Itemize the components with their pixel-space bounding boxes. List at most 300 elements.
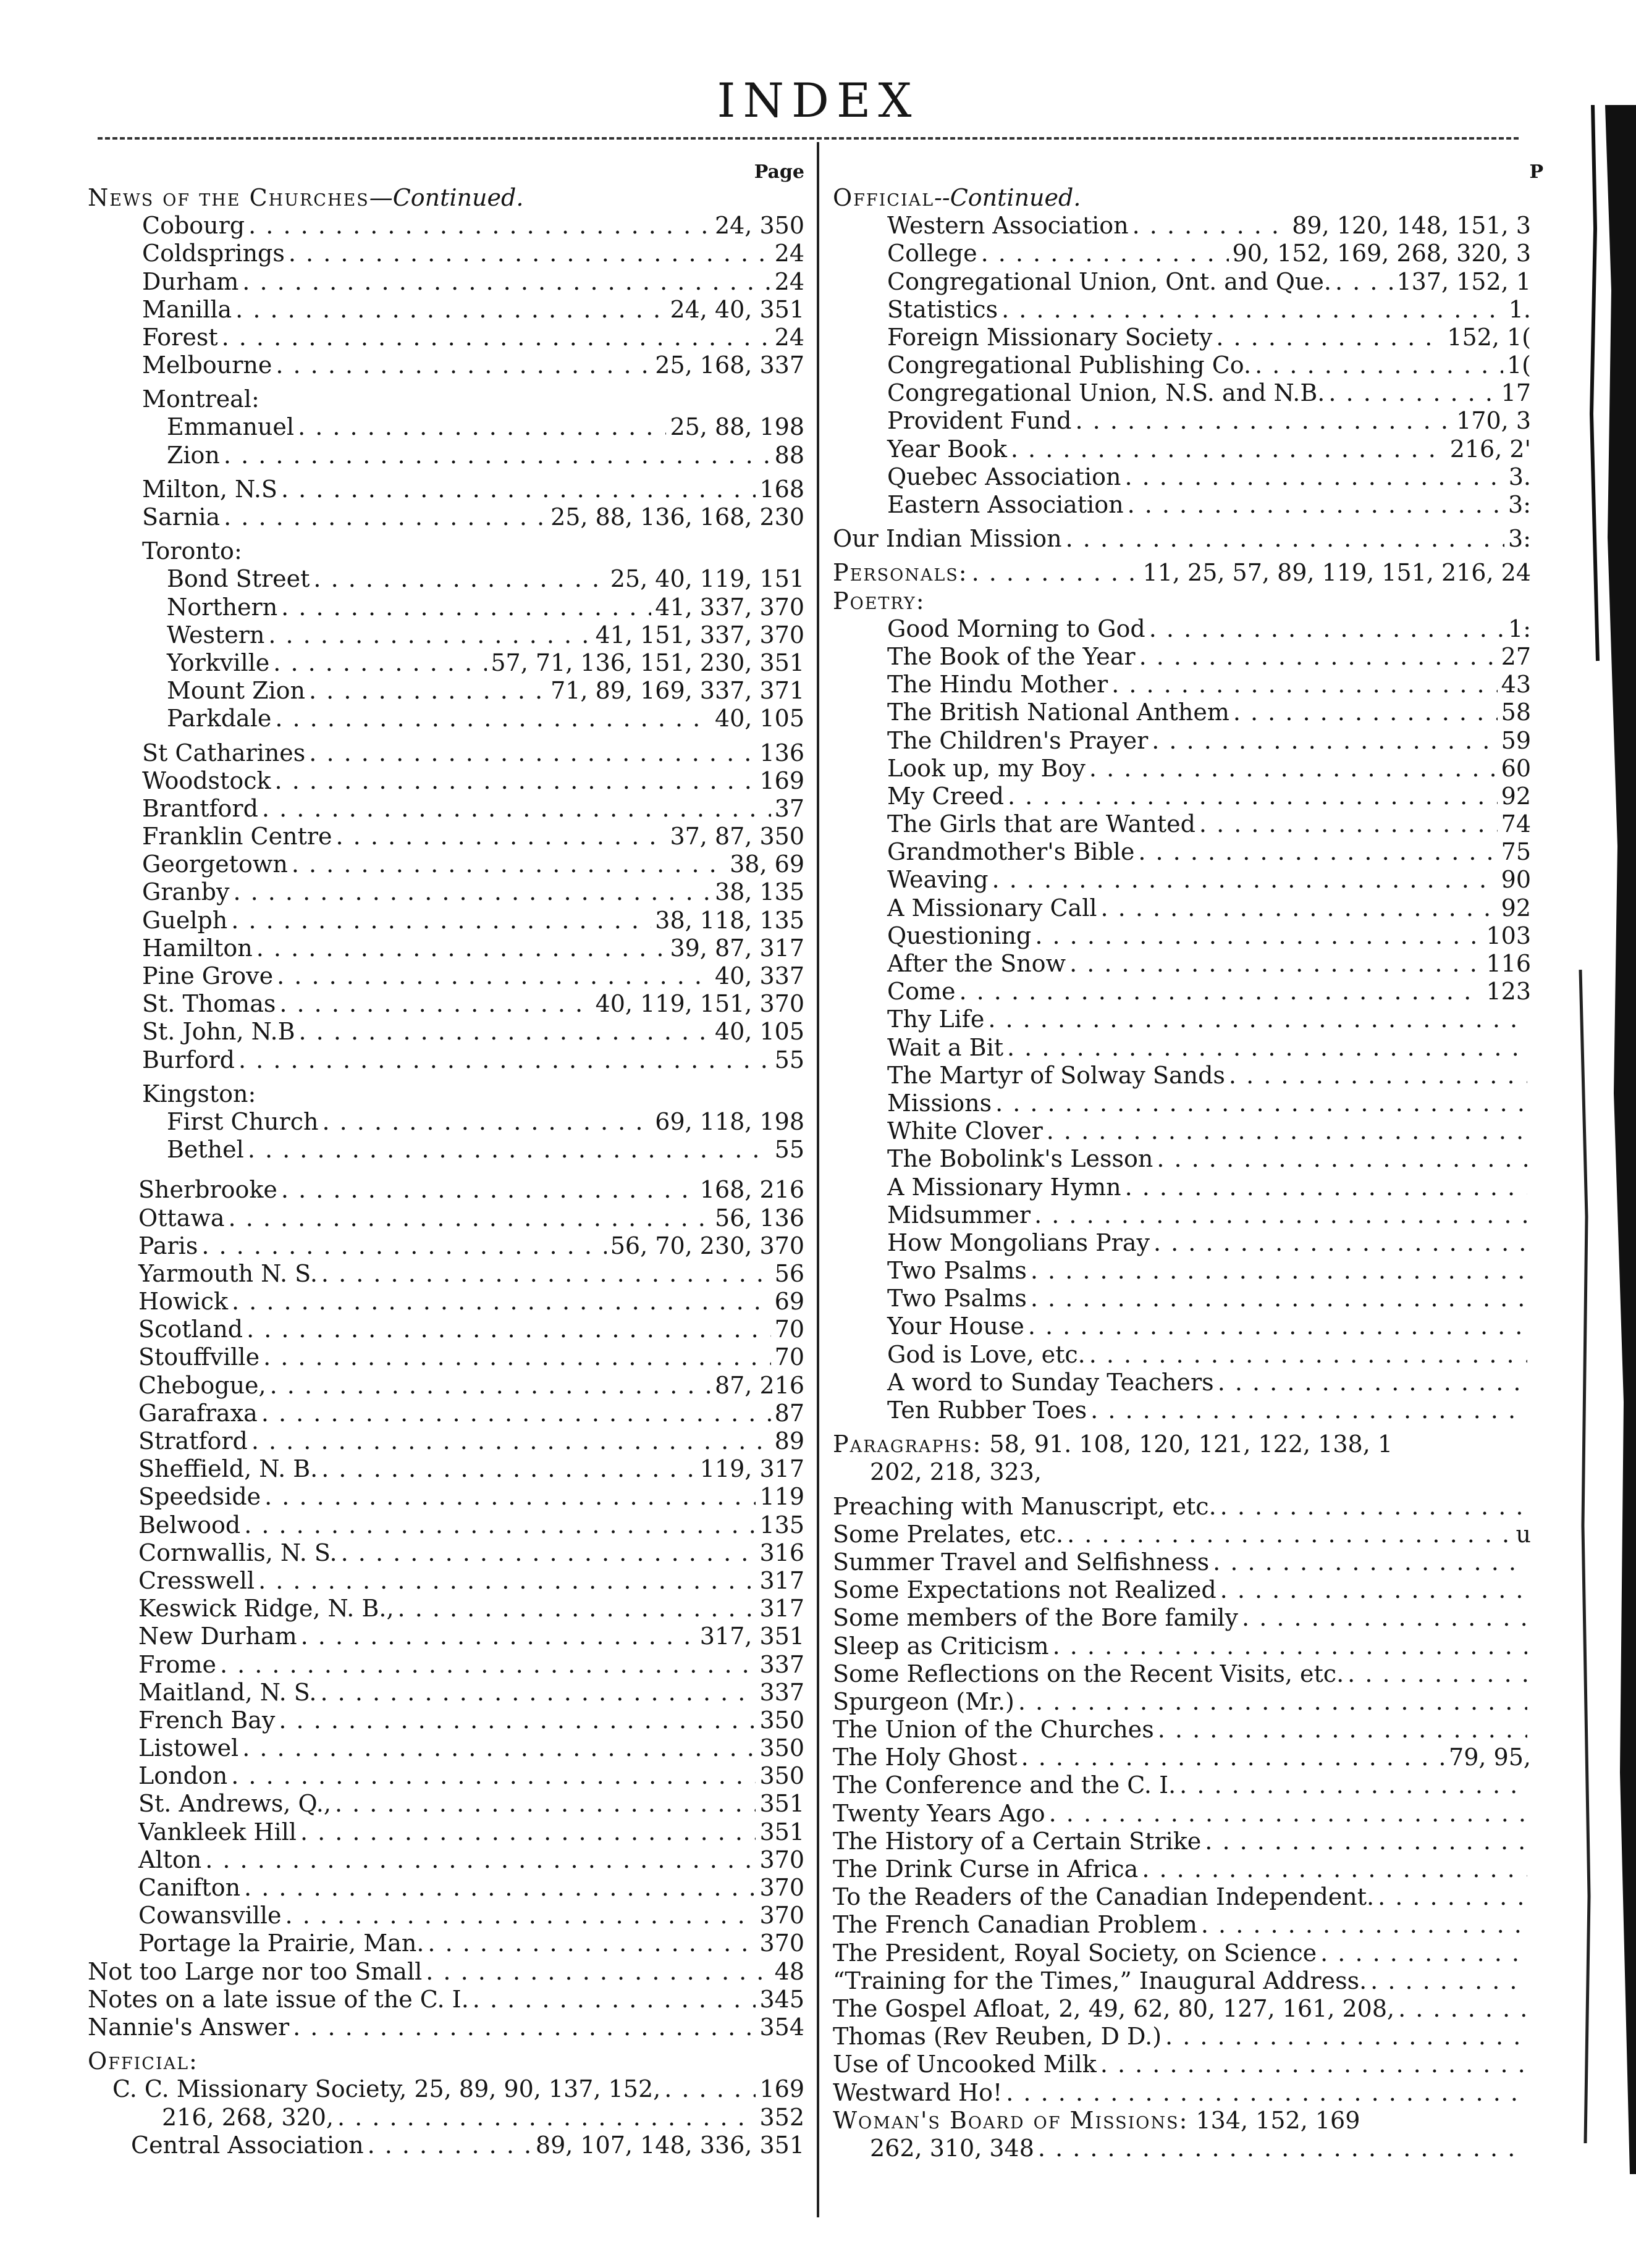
- entry-title: Two Psalms: [887, 1257, 1027, 1285]
- entry-title: Frome: [138, 1650, 216, 1678]
- entry-title: Cresswell: [138, 1567, 255, 1594]
- left-column: [88, 161, 804, 2159]
- leader-dots: [1201, 1911, 1527, 1939]
- index-entry: [833, 1145, 1531, 1173]
- entry-title: Cobourg: [142, 212, 245, 240]
- spacer: [833, 519, 1531, 525]
- index-entry: [88, 476, 804, 503]
- index-entry: [833, 727, 1531, 755]
- leader-dots: [1031, 1257, 1527, 1285]
- leader-dots: [1157, 1145, 1527, 1173]
- leader-dots: [301, 1623, 696, 1650]
- leader-dots: [256, 934, 667, 962]
- index-entry: [833, 463, 1531, 491]
- section-heading-official: Official:: [88, 2048, 198, 2075]
- entry-title: The President, Royal Society, on Science: [833, 1939, 1317, 1967]
- entry-title: Weaving: [887, 866, 989, 894]
- entry-pages: 1(: [1506, 351, 1531, 379]
- index-entry: [833, 2051, 1531, 2078]
- entry-title: The Girls that are Wanted: [887, 810, 1195, 838]
- entry-title: Georgetown: [142, 850, 288, 878]
- entry-title: Zion: [167, 441, 220, 469]
- leader-dots: [229, 1204, 711, 1232]
- leader-dots: [1216, 324, 1443, 351]
- index-entry: [88, 1136, 804, 1164]
- leader-dots: [1199, 810, 1498, 838]
- index-entry: [88, 414, 804, 442]
- leader-dots: [222, 324, 771, 351]
- entry-pages: 24: [774, 323, 804, 351]
- leader-dots: [336, 823, 667, 850]
- index-entry: [833, 324, 1531, 351]
- entry-title: Wait a Bit: [887, 1033, 1003, 1061]
- leader-dots: [1347, 1660, 1527, 1688]
- index-entry: [88, 1260, 804, 1288]
- entry-pages: 134, 152, 169: [1195, 2106, 1360, 2134]
- leader-dots: [281, 476, 756, 503]
- section-name: Paragraphs:: [833, 1430, 982, 1458]
- entry-title: Sheffield, N. B.: [138, 1455, 318, 1483]
- leader-dots: [1090, 1396, 1527, 1424]
- index-entry: [88, 1567, 804, 1595]
- entry-pages: 40, 105: [714, 1018, 804, 1046]
- entry-pages: 24: [774, 267, 804, 295]
- index-entry: [88, 503, 804, 531]
- index-entry: [88, 442, 804, 469]
- entry-title: Statistics: [887, 295, 998, 323]
- entry-title: Congregational Publishing Co.: [887, 351, 1252, 379]
- entry-title: The Union of the Churches: [833, 1716, 1154, 1744]
- entry-pages: 27: [1501, 643, 1531, 670]
- index-entry: [88, 621, 804, 649]
- entry-pages: 55: [774, 1136, 804, 1164]
- leader-dots: [988, 1006, 1527, 1033]
- leader-dots: [1067, 1521, 1512, 1548]
- entry-title: First Church: [167, 1108, 319, 1135]
- womans-board-entry: [833, 2107, 1531, 2135]
- womans-board-continuation: [833, 2135, 1531, 2162]
- index-entry: [833, 1548, 1531, 1576]
- torn-page-edge: [1568, 105, 1636, 2174]
- entry-pages: 11, 25, 57, 89, 119, 151, 216, 24: [1142, 559, 1531, 587]
- entry-pages: 103: [1486, 922, 1531, 949]
- entry-pages: 40, 119, 151, 370: [595, 990, 804, 1018]
- entry-title: My Creed: [887, 782, 1004, 810]
- leader-dots: [1138, 838, 1497, 866]
- index-entry: [88, 1623, 804, 1650]
- entry-pages: 119: [759, 1483, 804, 1511]
- leader-dots: [1142, 1855, 1527, 1883]
- entry-title: Ottawa: [138, 1204, 225, 1232]
- entry-pages: 24, 350: [714, 212, 804, 240]
- entry-pages: 137, 152, 1: [1396, 267, 1531, 295]
- index-entry: [88, 1539, 804, 1567]
- entry-title: Questioning: [887, 922, 1032, 949]
- entry-title: London: [138, 1762, 228, 1790]
- index-entry: [88, 879, 804, 907]
- entry-title: White Clover: [887, 1117, 1043, 1145]
- leader-dots: [1031, 1285, 1527, 1312]
- personals-entry: [833, 559, 1531, 587]
- index-entry: [88, 594, 804, 621]
- index-entry: [833, 671, 1531, 699]
- entry-pages: 41, 337, 370: [655, 593, 804, 621]
- section-heading-poetry: Poetry:: [833, 587, 926, 615]
- entry-title: Year Book: [887, 435, 1007, 463]
- entry-pages: 168: [759, 475, 804, 503]
- leader-dots: [224, 442, 771, 469]
- subheading-kingston: Kingston:: [142, 1080, 256, 1107]
- index-entry: [833, 978, 1531, 1006]
- index-entry: [833, 240, 1531, 267]
- leader-dots: [1149, 615, 1504, 643]
- index-entry: [833, 1939, 1531, 1967]
- leader-dots: [247, 1316, 771, 1343]
- entry-pages: 1.: [1508, 295, 1531, 323]
- index-entry: [833, 1201, 1531, 1229]
- leader-dots: [322, 1108, 651, 1136]
- index-entry: [88, 739, 804, 767]
- entry-pages: 37: [774, 794, 804, 822]
- column-divider: [817, 142, 819, 2217]
- entry-pages: 89, 120, 148, 151, 3: [1292, 212, 1531, 240]
- leader-dots: [1008, 783, 1498, 810]
- index-entry: [88, 1400, 804, 1427]
- index-entry: [833, 699, 1531, 726]
- entry-pages: 37, 87, 350: [670, 823, 804, 850]
- subheading-toronto: Toronto:: [142, 537, 242, 565]
- leader-dots: [1066, 525, 1504, 553]
- leader-dots: [426, 1958, 770, 1986]
- entry-pages: 56, 136: [714, 1204, 804, 1232]
- leader-dots: [238, 1046, 771, 1074]
- entry-title: The Drink Curse in Africa: [833, 1855, 1139, 1883]
- index-entry: [88, 962, 804, 990]
- entry-pages: 40, 105: [714, 705, 804, 733]
- leader-dots: [337, 2104, 756, 2132]
- leader-dots: [242, 268, 770, 296]
- entry-pages: 90, 152, 169, 268, 320, 3: [1232, 240, 1531, 267]
- entry-title: Personals:: [833, 559, 968, 587]
- entry-title: C. C. Missionary Society, 25, 89, 90, 137, 152,: [112, 2075, 661, 2103]
- index-entry: [833, 408, 1531, 435]
- entry-title: St. Thomas: [142, 990, 276, 1018]
- leader-dots: [1370, 1967, 1527, 1995]
- index-entry: [88, 1483, 804, 1511]
- leader-dots: [263, 1344, 771, 1372]
- spacer: [88, 469, 804, 476]
- entry-title: Some Expectations not Realized: [833, 1576, 1216, 1604]
- entry-title: Parkdale: [167, 705, 272, 733]
- entry-title: Stratford: [138, 1427, 248, 1455]
- leader-dots: [313, 565, 606, 593]
- entry-pages: 48: [774, 1957, 804, 1985]
- index-entry: [88, 1930, 804, 1957]
- spacer: [833, 1487, 1531, 1493]
- entry-title: Congregational Union, Ont. and Que.: [887, 267, 1331, 295]
- index-entry: [88, 2014, 804, 2041]
- index-entry: [88, 1316, 804, 1343]
- entry-pages: 345: [759, 1985, 804, 2013]
- entry-pages: u: [1516, 1520, 1531, 1548]
- leader-dots: [335, 1791, 756, 1818]
- entry-title: Mount Zion: [167, 677, 305, 705]
- leader-dots: [1335, 268, 1393, 296]
- right-column: [833, 161, 1543, 2162]
- index-entry: [88, 795, 804, 823]
- leader-dots: [972, 559, 1139, 587]
- index-entry: [88, 1455, 804, 1483]
- entry-pages: 25, 40, 119, 151: [610, 565, 804, 593]
- entry-title: The Children's Prayer: [887, 726, 1149, 754]
- entry-title: Manilla: [142, 295, 232, 323]
- leader-dots: [224, 503, 547, 531]
- leader-dots: [292, 850, 726, 878]
- leader-dots: [473, 1986, 756, 2014]
- entry-pages: 59: [1501, 726, 1531, 754]
- entry-pages: 1:: [1508, 615, 1531, 642]
- entry-pages: 25, 88, 136, 168, 230: [550, 503, 804, 531]
- leader-dots: [275, 767, 756, 795]
- entry-pages: 41, 151, 337, 370: [595, 621, 804, 649]
- entry-title: Thomas (Rev Reuben, D D.): [833, 2023, 1162, 2051]
- entry-pages: 370: [759, 1930, 804, 1957]
- entry-title: The Gospel Afloat, 2, 49, 62, 80, 127, 161, 208,: [833, 1995, 1395, 2022]
- left-page-label: Page: [754, 161, 804, 183]
- entry-title: St Catharines: [142, 739, 306, 766]
- entry-title: Guelph: [142, 906, 228, 934]
- index-entry: [833, 643, 1531, 671]
- index-entry: [833, 950, 1531, 978]
- entry-pages: 169: [759, 766, 804, 794]
- leader-dots: [277, 962, 711, 990]
- entry-title: A Missionary Hymn: [887, 1173, 1121, 1201]
- entry-title: Portage la Prairie, Man.: [138, 1930, 424, 1957]
- leader-dots: [1049, 1800, 1527, 1828]
- entry-pages: 350: [759, 1734, 804, 1762]
- leader-dots: [321, 1260, 771, 1288]
- entry-title: Stouffville: [138, 1343, 260, 1371]
- entry-title: Forest: [142, 323, 218, 351]
- entry-pages: 316: [759, 1539, 804, 1566]
- entry-title: After the Snow: [887, 950, 1066, 978]
- leader-dots: [205, 1846, 756, 1874]
- entry-pages: 69: [774, 1288, 804, 1316]
- entry-pages: 74: [1501, 810, 1531, 838]
- spacer: [88, 733, 804, 739]
- leader-dots: [995, 1090, 1527, 1117]
- leader-dots: [1179, 1772, 1527, 1800]
- entry-pages: 119, 317: [699, 1455, 804, 1483]
- index-entry: [88, 324, 804, 351]
- entry-title: The Book of the Year: [887, 643, 1136, 670]
- index-entry: [833, 1967, 1531, 1995]
- entry-pages: 71, 89, 169, 337, 371: [550, 677, 804, 705]
- entry-title: Maitland, N. S.: [138, 1678, 317, 1706]
- entry-title: Western Association: [887, 212, 1129, 240]
- leader-dots: [321, 1455, 696, 1483]
- leader-dots: [1328, 379, 1497, 407]
- entry-title: Yarmouth N. S.: [138, 1259, 318, 1287]
- index-entry: [88, 351, 804, 379]
- entry-title: Paris: [138, 1232, 198, 1259]
- index-entry: [833, 867, 1531, 894]
- entry-title: Foreign Missionary Society: [887, 323, 1213, 351]
- leader-dots: [398, 1595, 756, 1623]
- entry-title: Pine Grove: [142, 962, 274, 990]
- entry-title: The Hindu Mother: [887, 671, 1108, 699]
- leader-dots: [261, 1400, 771, 1427]
- leader-dots: [309, 739, 756, 767]
- index-entry: [833, 838, 1531, 866]
- index-entry: [833, 1174, 1531, 1201]
- entry-pages: 351: [759, 1818, 804, 1846]
- entry-title: Scotland: [138, 1316, 243, 1343]
- index-entry: [833, 894, 1531, 922]
- leader-dots: [258, 1567, 756, 1595]
- leader-dots: [276, 351, 651, 379]
- leader-dots: [248, 1136, 771, 1164]
- entry-title: Westward Ho!: [833, 2078, 1003, 2106]
- index-entry: [833, 212, 1531, 240]
- entry-title: Belwood: [138, 1511, 241, 1539]
- right-page-label: P: [1529, 161, 1543, 183]
- leader-dots: [1100, 2051, 1527, 2078]
- index-entry: [88, 1651, 804, 1679]
- leader-dots: [1233, 699, 1498, 726]
- leader-dots: [244, 1874, 756, 1902]
- entry-pages: 168, 216: [699, 1176, 804, 1204]
- entry-pages: 92: [1501, 894, 1531, 922]
- entry-pages: 354: [759, 2014, 804, 2041]
- leader-dots: [1213, 1548, 1527, 1576]
- continued-label: --Continued.: [934, 184, 1081, 211]
- leader-dots: [959, 978, 1482, 1006]
- leader-dots: [1034, 1201, 1527, 1229]
- index-entry: [88, 1762, 804, 1790]
- entry-pages: 69, 118, 198: [655, 1108, 804, 1135]
- entry-pages: 169: [759, 2075, 804, 2103]
- entry-title: 216, 268, 320,: [162, 2103, 334, 2131]
- index-entry: [833, 1716, 1531, 1744]
- entry-title: Garafraxa: [138, 1399, 258, 1427]
- entry-title: Keswick Ridge, N. B.,: [138, 1595, 394, 1623]
- entry-title: Two Psalms: [887, 1285, 1027, 1312]
- leader-dots: [1035, 922, 1482, 950]
- spacer: [88, 1074, 804, 1080]
- entry-title: Canifton: [138, 1874, 241, 1902]
- leader-dots: [1165, 2023, 1527, 2051]
- leader-dots: [1125, 1174, 1527, 1201]
- index-entry: [833, 435, 1531, 463]
- entry-title: The Martyr of Solway Sands: [887, 1061, 1225, 1089]
- entry-title: Provident Fund: [887, 407, 1072, 435]
- entry-title: Missions: [887, 1090, 992, 1117]
- index-entry: [833, 1828, 1531, 1855]
- entry-title: Sleep as Criticism: [833, 1632, 1049, 1660]
- entry-pages: 351: [759, 1790, 804, 1818]
- index-entry: [833, 1883, 1531, 1911]
- index-entry: [833, 1090, 1531, 1117]
- leader-dots: [1111, 671, 1497, 699]
- entry-title: The Conference and the C. I.: [833, 1771, 1176, 1799]
- index-entry: [88, 212, 804, 240]
- index-entry: [833, 1995, 1531, 2023]
- index-entry: [88, 565, 804, 593]
- entry-title: Your House: [887, 1312, 1024, 1340]
- index-entry: [833, 1369, 1531, 1396]
- leader-dots: [231, 1762, 756, 1790]
- entry-title: Spurgeon (Mr.): [833, 1687, 1014, 1715]
- index-entry: [88, 1108, 804, 1136]
- leader-dots: [281, 594, 651, 621]
- index-entry: [88, 1176, 804, 1204]
- index-entry: [833, 1396, 1531, 1424]
- entry-title: The British National Anthem: [887, 699, 1229, 726]
- index-entry: [88, 240, 804, 267]
- entry-title: Bond Street: [167, 565, 310, 593]
- index-entry: [88, 2132, 804, 2159]
- index-entry: [88, 767, 804, 795]
- entry-title: Our Indian Mission: [833, 525, 1062, 553]
- index-entry: [88, 1046, 804, 1074]
- entry-title: The History of a Certain Strike: [833, 1827, 1202, 1855]
- index-entry: [88, 1344, 804, 1372]
- entry-title: Yorkville: [167, 649, 270, 676]
- index-entry: [833, 351, 1531, 379]
- entry-title: Eastern Association: [887, 491, 1124, 519]
- entry-pages: 25, 88, 198: [670, 413, 804, 441]
- index-entry: [88, 1595, 804, 1623]
- entry-pages: 38, 135: [714, 878, 804, 906]
- index-entry: [88, 1288, 804, 1316]
- spacer: [664, 2075, 756, 2103]
- leader-dots: [1011, 435, 1446, 463]
- leader-dots: [1028, 1313, 1527, 1341]
- index-entry: [833, 1521, 1531, 1548]
- index-entry: [833, 1772, 1531, 1800]
- entry-title: Not too Large nor too Small: [88, 1957, 423, 1985]
- entry-pages: 350: [759, 1706, 804, 1734]
- leader-dots: [1378, 1883, 1527, 1911]
- index-entry: [88, 1707, 804, 1734]
- entry-title: Midsummer: [887, 1201, 1031, 1228]
- index-entry: [833, 379, 1531, 407]
- entry-pages: 370: [759, 1902, 804, 1930]
- entry-pages: 370: [759, 1874, 804, 1902]
- index-entry: [88, 1204, 804, 1232]
- leader-dots: [1007, 1034, 1527, 1062]
- entry-title: College: [887, 240, 977, 267]
- entry-pages: 25, 168, 337: [655, 351, 804, 379]
- index-entry: [833, 1257, 1531, 1285]
- index-entry: [88, 1734, 804, 1762]
- entry-pages: 3:: [1508, 525, 1531, 553]
- entry-title: Look up, my Boy: [887, 754, 1086, 782]
- entry-pages: 60: [1501, 754, 1531, 782]
- entry-title: Come: [887, 978, 956, 1006]
- leader-dots: [1220, 1493, 1527, 1521]
- entry-pages: 75: [1501, 838, 1531, 866]
- leader-dots: [981, 240, 1229, 267]
- index-entry: [88, 1902, 804, 1930]
- entry-pages: 43: [1501, 671, 1531, 699]
- entry-title: Melbourne: [142, 351, 272, 379]
- index-entry: [88, 990, 804, 1018]
- subheading-montreal: Montreal:: [142, 385, 259, 413]
- leader-dots: [1001, 296, 1505, 324]
- index-entry: [833, 1285, 1531, 1312]
